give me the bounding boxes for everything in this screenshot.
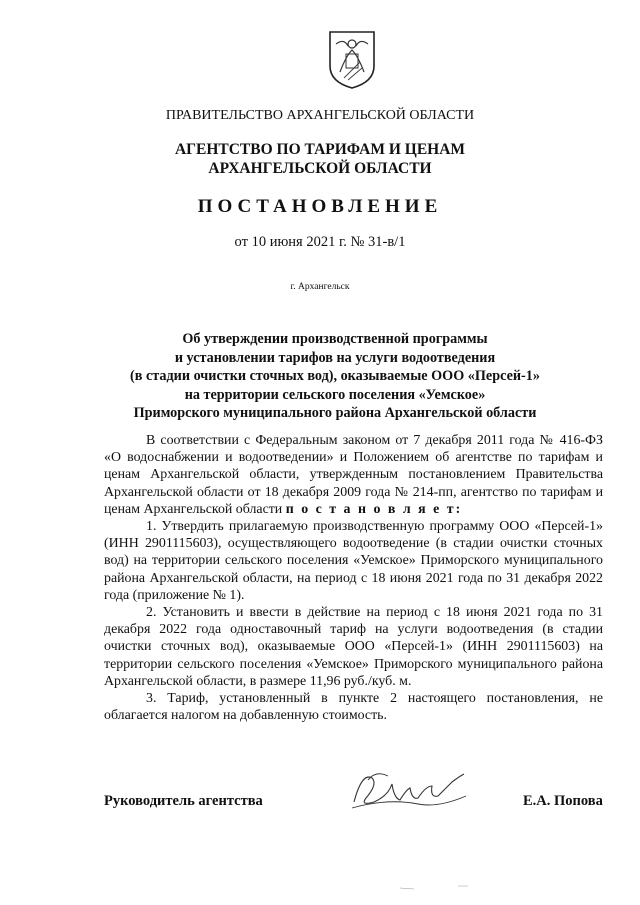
- coat-of-arms-icon: [326, 28, 378, 90]
- handwritten-signature: [348, 768, 470, 814]
- item-2-paragraph: 2. Установить и ввести в действие на период с 18 июня 2021 года по 31 декабря 2022 года одноставочный тариф на услуги водоотведения (в стадии очистки сточных вод), оказываемые ООО «Персей-1» (ИНН 2901115603) на территории сельского поселения «Уемское» Приморского муниципального района Архангельской области, в размере 11,96 руб./куб. м.: [104, 605, 603, 689]
- signer-position: Руководитель агентства: [104, 793, 263, 809]
- preamble-text: В соответствии с Федеральным законом от 7 декабря 2011 года № 416-ФЗ «О водоснабжении и водоотведении» и Положением об агентстве по тарифам и ценам Архангельской области, утвержденным постановлением Правительства Архангельской области от 18 декабря 2009 года № 214-пп, агентство по тарифам и ценам Архангельской области: [104, 433, 603, 517]
- item-1-paragraph: 1. Утвердить прилагаемую производственную программу ООО «Персей-1» (ИНН 2901115603), осуществляющего водоотведение (в стадии очистки сточных вод) на территории сельского поселения «Уемское» Приморского муниципального района Архангельской области, на период с 18 июня 2021 года по 31 декабря 2022 года (приложение № 1).: [104, 519, 603, 603]
- title-line: Приморского муниципального района Архангельской области: [133, 405, 537, 421]
- document-type: ПОСТАНОВЛЕНИЕ: [197, 196, 443, 217]
- scan-artifact: [0, 880, 640, 905]
- document-city: г. Архангельск: [290, 282, 350, 292]
- title-line: (в стадии очистки сточных вод), оказываемые ООО «Персей-1»: [130, 368, 540, 384]
- government-name: ПРАВИТЕЛЬСТВО АРХАНГЕЛЬСКОЙ ОБЛАСТИ: [165, 108, 475, 123]
- title-line: Об утверждении производственной программы: [182, 331, 488, 347]
- document-title: [80, 330, 590, 423]
- resolves-word: п о с т а н о в л я е т:: [285, 501, 463, 517]
- agency-name-line: АГЕНТСТВО ПО ТАРИФАМ И ЦЕНАМ: [174, 141, 466, 158]
- item-3-paragraph: 3. Тариф, установленный в пункте 2 настоящего постановления, не облагается налогом на добавленную стоимость.: [104, 691, 603, 724]
- preamble-paragraph: [104, 432, 603, 518]
- document-body: [104, 432, 603, 724]
- document-date-number: от 10 июня 2021 г. № 31-в/1: [234, 234, 406, 250]
- agency-name-line: АРХАНГЕЛЬСКОЙ ОБЛАСТИ: [208, 160, 432, 177]
- title-line: на территории сельского поселения «Уемское»: [184, 386, 486, 403]
- signer-name: Е.А. Попова: [523, 793, 603, 809]
- agency-name: [0, 140, 640, 178]
- title-line: и установлении тарифов на услуги водоотведения: [174, 349, 496, 366]
